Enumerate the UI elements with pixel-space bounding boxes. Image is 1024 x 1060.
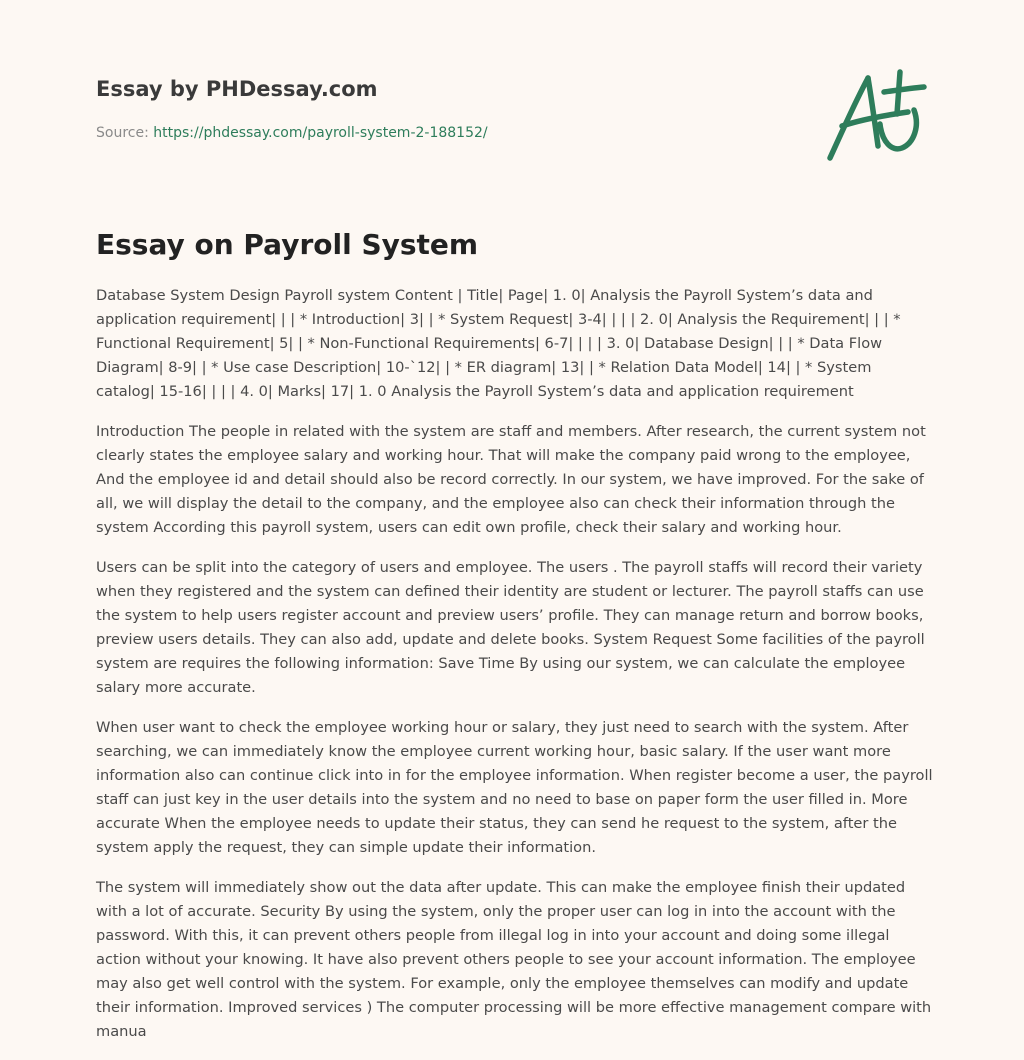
paragraph: Users can be split into the category of users and employee. The users . The payroll staffs will record their variety when they registered and the system can defined their identity are student or lecturer. The payroll staffs can use the system to help users register account and preview users’ profile. They can manage return and borrow books, preview users details. They can also add, update and delete books. System Request Some facilities of the payroll system are requires the following information: Save Time By using our system, we can calculate the employee salary more accurate. bbox=[96, 559, 925, 696]
page-header bbox=[96, 74, 926, 174]
source-link[interactable]: https://phdessay.com/payroll-system-2-188152/ bbox=[153, 125, 488, 141]
article-title: Essay on Payroll System bbox=[96, 228, 479, 261]
paragraph: Introduction The people in related with the system are staff and members. After research, the current system not clearly states the employee salary and working hour. That will make the company paid wrong to the employee, And the employee id and detail should also be record correctly. In our system, we have improved. For the sake of all, we will display the detail to the company, and the employee also can check their information through the system According this payroll system, users can edit own profile, check their salary and working hour. bbox=[96, 423, 926, 536]
a-plus-grade-logo-icon bbox=[820, 62, 930, 172]
article-body bbox=[96, 284, 934, 1060]
paragraph: Database System Design Payroll system Content | Title| Page| 1. 0| Analysis the Payroll System’s data and application requirement| | | * Introduction| 3| | * System Request| 3-4| | | | 2. 0| Analysis the Requirement| | | * Functional Requirement| 5| | * Non-Functional Requirements| 6-7| | | | 3. 0| Database Design| | | * Data Flow Diagram| 8-9| | * Use case Description| 10-`12| | * ER diagram| 13| | * Relation Data Model| 14| | * System catalog| 15-16| | | | 4. 0| Marks| 17| 1. 0 Analysis the Payroll System’s data and application requirement bbox=[96, 287, 901, 400]
paragraph: The system will immediately show out the data after update. This can make the employee finish their updated with a lot of accurate. Security By using the system, only the proper user can log in into the account with the password. With this, it can prevent others people from illegal log in into your account and doing some illegal action without your knowing. It have also prevent others people to see your account information. The employee may also get well control with the system. For example, only the employee themselves can modify and update their information. Improved services ) The computer processing will be more effective management compare with manua bbox=[96, 879, 932, 1040]
paragraph: When user want to check the employee working hour or salary, they just need to search with the system. After searching, we can immediately know the employee current working hour, basic salary. If the user want more information also can continue click into in for the employee information. When register become a user, the payroll staff can just key in the user details into the system and no need to base on paper form the user filled in. More accurate When the employee needs to update their status, they can send he request to the system, after the system apply the request, they can simple update their information. bbox=[96, 719, 933, 856]
site-brand: Essay by PHDessay.com bbox=[96, 77, 378, 101]
source-line bbox=[96, 123, 488, 143]
source-label: Source: bbox=[96, 125, 149, 141]
